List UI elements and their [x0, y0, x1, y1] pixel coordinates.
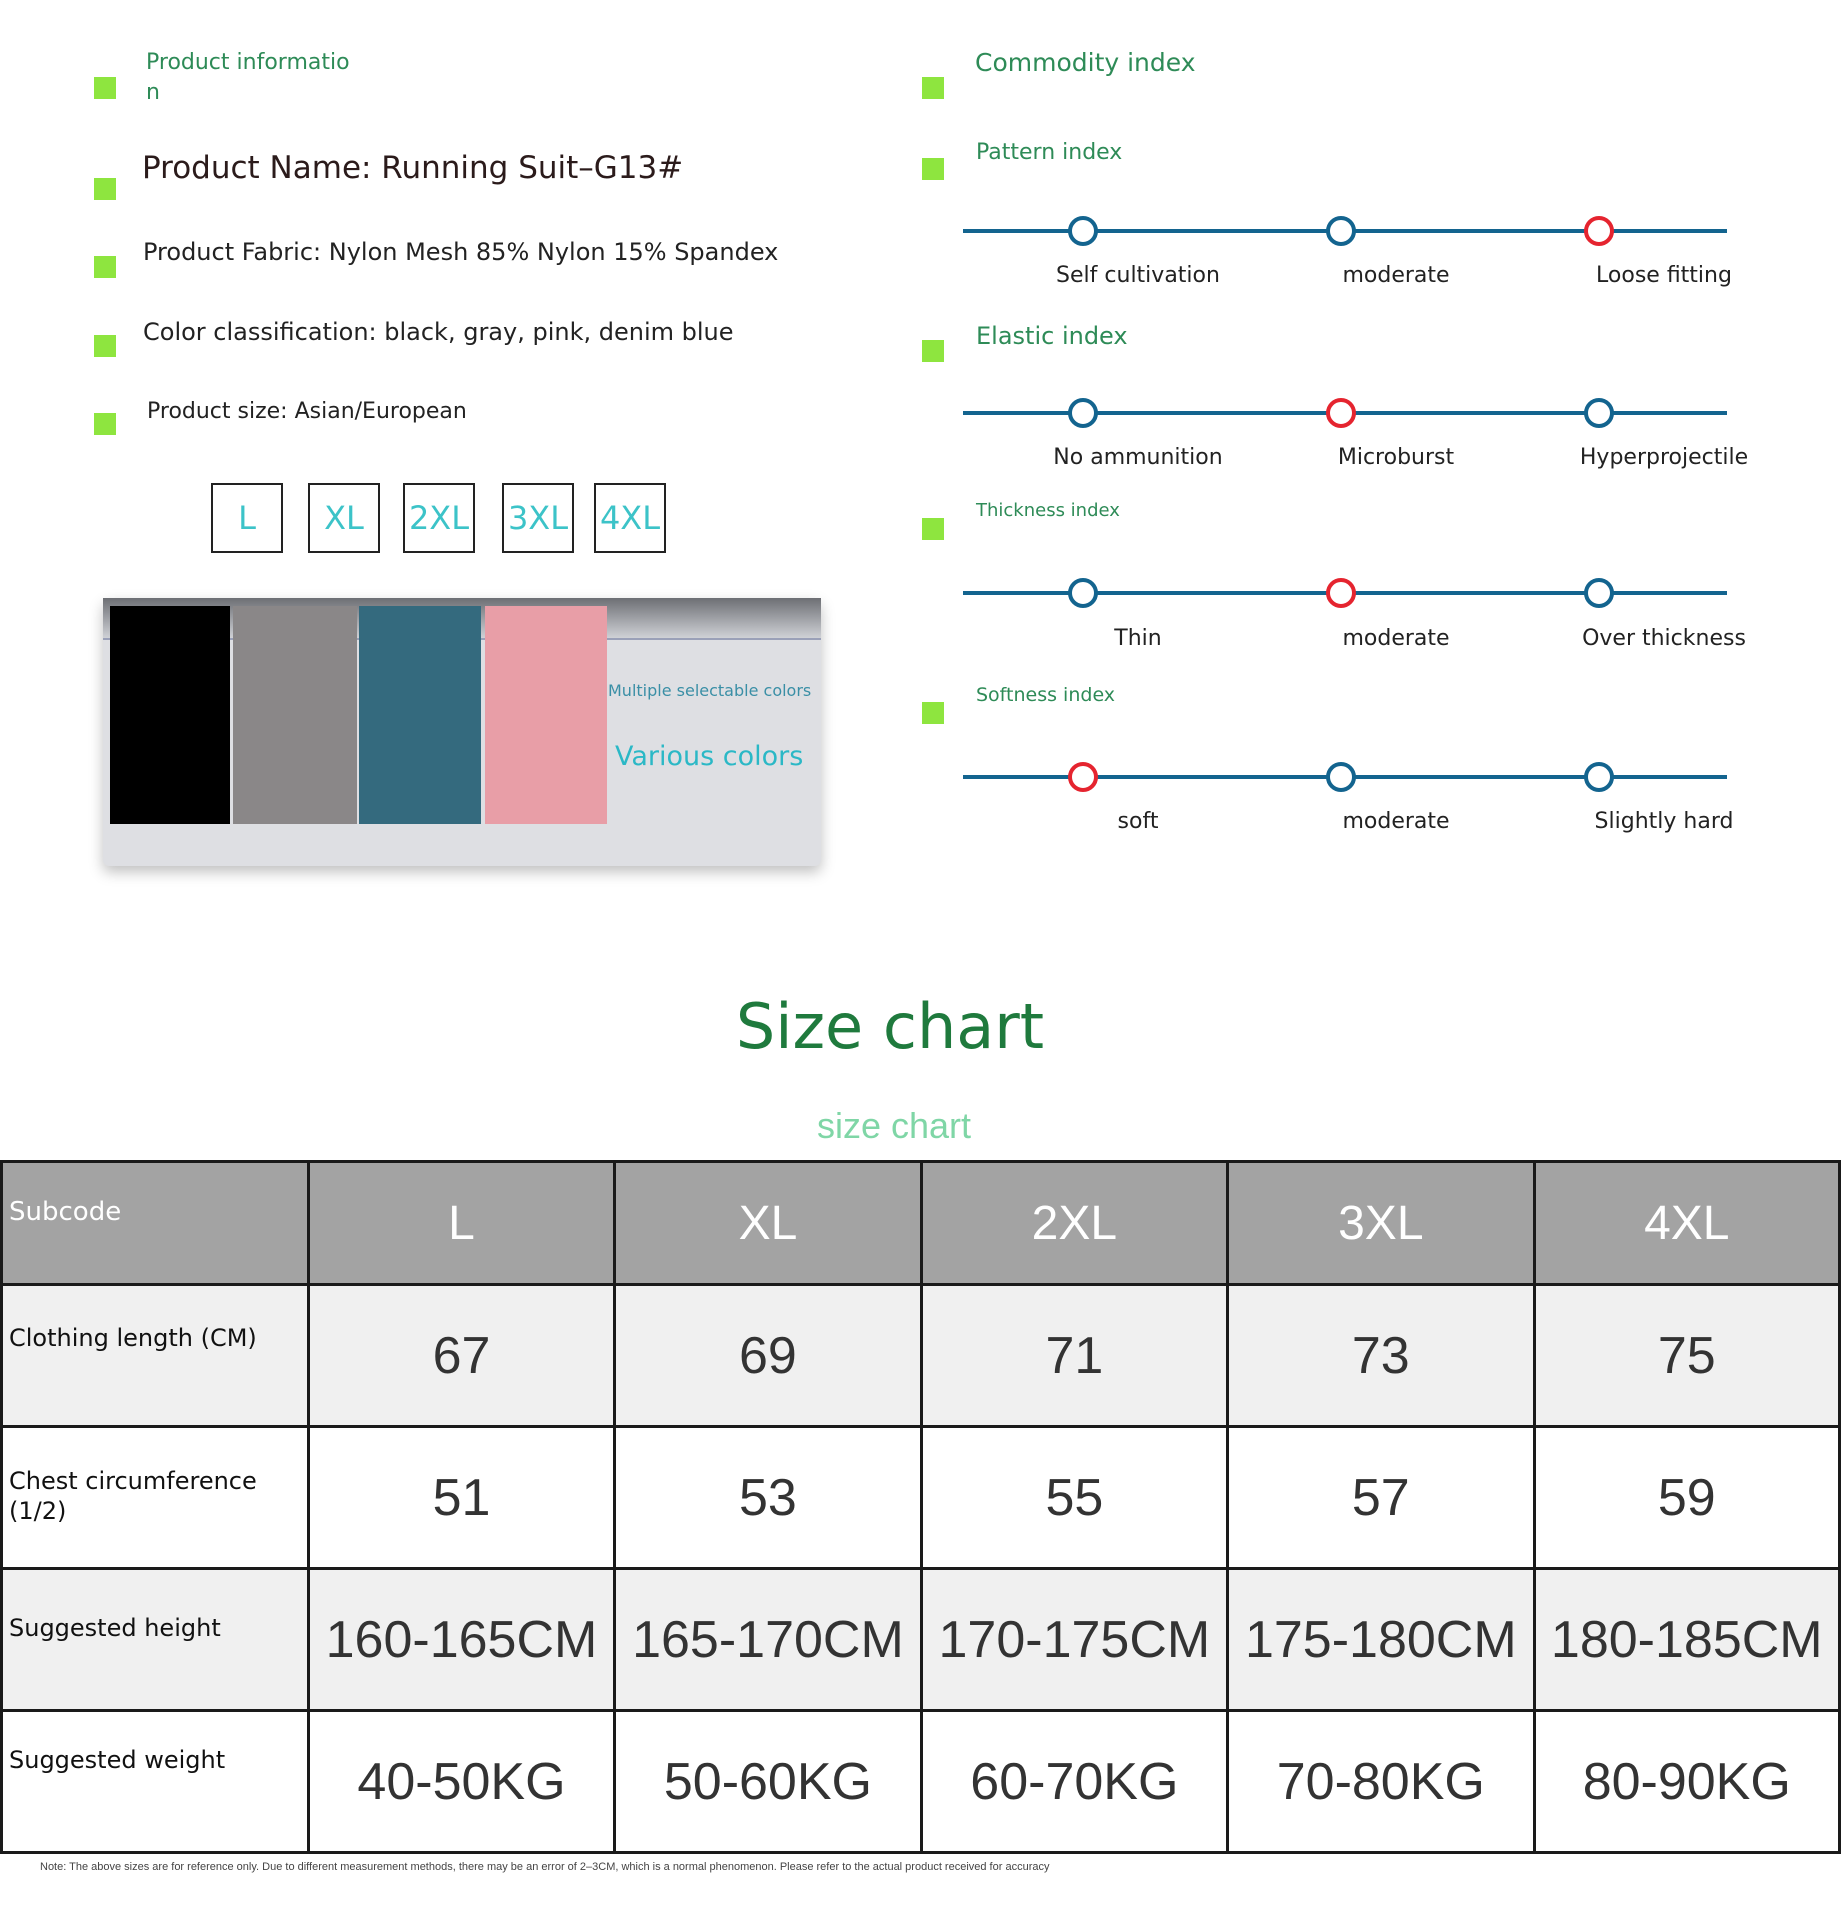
row-label: Clothing length (CM)	[2, 1285, 309, 1427]
table-cell: 40-50KG	[308, 1711, 614, 1853]
product-fabric: Product Fabric: Nylon Mesh 85% Nylon 15% Spandex	[143, 238, 779, 266]
index-title: Pattern index	[976, 140, 1123, 165]
product-size-line: Product size: Asian/European	[147, 399, 467, 424]
index-option-label: moderate	[1342, 626, 1450, 651]
index-marker-selected	[1068, 762, 1098, 792]
index-marker	[1068, 398, 1098, 428]
index-marker-selected	[1584, 216, 1614, 246]
index-option-label: moderate	[1342, 263, 1450, 288]
table-cell: 67	[308, 1285, 614, 1427]
size-option-3xl: 3XL	[502, 483, 574, 553]
table-cell: 73	[1228, 1285, 1534, 1427]
size-chart-title: Size chart	[735, 990, 1045, 1063]
table-cell: 75	[1534, 1285, 1839, 1427]
table-cell: 69	[615, 1285, 921, 1427]
index-option-label: Slightly hard	[1594, 809, 1734, 834]
bullet-marker	[922, 702, 944, 724]
index-title: Softness index	[976, 684, 1116, 706]
row-label: Suggested weight	[2, 1711, 309, 1853]
index-option-label: Microburst	[1337, 445, 1455, 470]
bullet-marker	[922, 340, 944, 362]
swatch-denim-blue	[359, 606, 481, 824]
index-option-label: Over thickness	[1582, 626, 1746, 651]
product-info-title: Product informatio n	[146, 50, 350, 105]
index-marker	[1326, 762, 1356, 792]
index-marker	[1326, 216, 1356, 246]
index-marker	[1584, 762, 1614, 792]
bullet-marker	[94, 335, 116, 357]
table-cell: 71	[921, 1285, 1227, 1427]
swatch-caption-large: Various colors	[615, 741, 804, 772]
table-cell: 53	[615, 1427, 921, 1569]
index-option-label: Loose fitting	[1596, 263, 1732, 288]
table-header-row	[2, 1162, 1840, 1285]
table-cell: 70-80KG	[1228, 1711, 1534, 1853]
bullet-marker	[922, 158, 944, 180]
row-label: Chest circumference (1/2)	[2, 1427, 309, 1569]
index-marker	[1584, 578, 1614, 608]
table-cell: 59	[1534, 1427, 1839, 1569]
color-classification: Color classification: black, gray, pink, denim blue	[143, 318, 734, 346]
index-option-label: Hyperprojectile	[1579, 445, 1749, 470]
table-cell: 160-165CM	[308, 1569, 614, 1711]
index-option-label: No ammunition	[1053, 445, 1223, 470]
bullet-marker	[94, 256, 116, 278]
index-option-label: Thin	[1114, 626, 1162, 651]
swatch-caption-small: Multiple selectable colors	[608, 681, 812, 700]
table-cell: 165-170CM	[615, 1569, 921, 1711]
index-title: Elastic index	[976, 322, 1128, 350]
bullet-marker	[94, 77, 116, 99]
swatch-gray	[233, 606, 357, 824]
size-option-2xl: 2XL	[403, 483, 475, 553]
size-chart-note: Note: The above sizes are for reference only. Due to different measurement methods, there may be an error of 2–3CM, which is a normal phenomenon. Please refer to the actual product received for accuracy	[40, 1861, 1050, 1873]
size-option-l: L	[211, 483, 283, 553]
color-swatch-panel	[103, 598, 821, 866]
table-cell: 175-180CM	[1228, 1569, 1534, 1711]
index-marker	[1068, 216, 1098, 246]
bullet-marker	[94, 178, 116, 200]
table-cell: 170-175CM	[921, 1569, 1227, 1711]
table-cell: 55	[921, 1427, 1227, 1569]
product-name: Product Name: Running Suit–G13#	[142, 150, 684, 186]
index-marker-selected	[1326, 578, 1356, 608]
swatch-black	[110, 606, 230, 824]
size-option-xl: XL	[308, 483, 380, 553]
size-chart-table	[0, 1160, 1841, 1854]
index-marker	[1068, 578, 1098, 608]
header-subcode: Subcode	[2, 1162, 309, 1285]
table-cell: 57	[1228, 1427, 1534, 1569]
header-size-3xl: 3XL	[1228, 1162, 1534, 1285]
index-option-label: moderate	[1342, 809, 1450, 834]
index-marker	[1584, 398, 1614, 428]
size-chart-subtitle: size chart	[816, 1105, 972, 1146]
header-size-4xl: 4XL	[1534, 1162, 1839, 1285]
table-row	[2, 1285, 1840, 1427]
row-label: Suggested height	[2, 1569, 309, 1711]
header-size-xl: XL	[615, 1162, 921, 1285]
index-title: Thickness index	[976, 500, 1120, 521]
table-cell: 60-70KG	[921, 1711, 1227, 1853]
index-marker-selected	[1326, 398, 1356, 428]
table-row	[2, 1427, 1840, 1569]
bullet-marker	[922, 77, 944, 99]
index-option-label: soft	[1117, 809, 1159, 834]
index-option-label: Self cultivation	[1056, 263, 1220, 288]
commodity-index-title: Commodity index	[975, 48, 1196, 77]
table-cell: 80-90KG	[1534, 1711, 1839, 1853]
header-size-2xl: 2XL	[921, 1162, 1227, 1285]
table-cell: 50-60KG	[615, 1711, 921, 1853]
bullet-marker	[922, 518, 944, 540]
header-size-l: L	[308, 1162, 614, 1285]
size-option-4xl: 4XL	[594, 483, 666, 553]
bullet-marker	[94, 413, 116, 435]
table-cell: 51	[308, 1427, 614, 1569]
table-row	[2, 1569, 1840, 1711]
table-cell: 180-185CM	[1534, 1569, 1839, 1711]
swatch-pink	[485, 606, 607, 824]
table-row	[2, 1711, 1840, 1853]
